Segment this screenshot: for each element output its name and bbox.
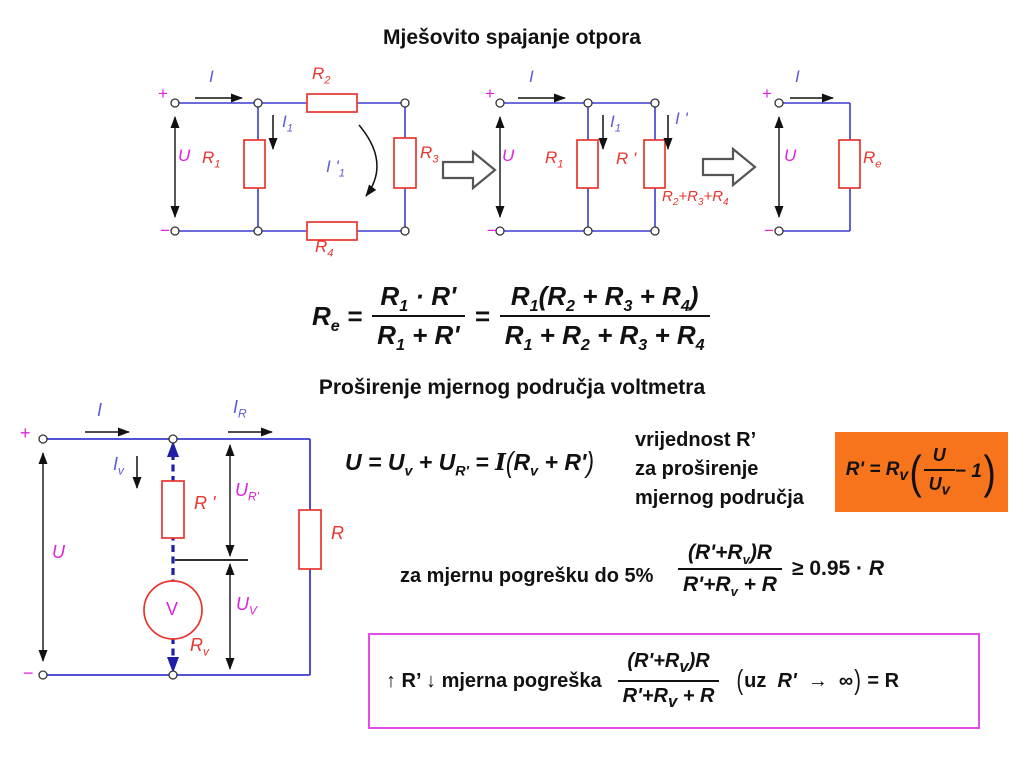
conclusion-label: ↑ R’ ↓ mjerna pogreška bbox=[386, 669, 602, 692]
c1-label-I1: $I_1$ bbox=[282, 112, 293, 135]
c2-label-R-prime: R ' bbox=[616, 149, 637, 168]
c4-label-Rv: $R_v$ bbox=[190, 635, 209, 659]
formula-re-frac2: $\frac{R_1(R_2 + R_3 + R_4)}{R_1 + R_2 + R_3 + R_4}$ bbox=[500, 281, 710, 351]
c2-label-I1: $I_1$ bbox=[610, 112, 621, 135]
circuit1-drawing bbox=[160, 65, 460, 270]
c4-current-I: I bbox=[97, 400, 103, 420]
c1-label-I1-prime: I '$_1$ bbox=[326, 157, 345, 180]
c4-label-IR: $I_R$ bbox=[233, 397, 247, 421]
side-note-line2: za proširenje bbox=[635, 458, 759, 480]
c2-label-sum-R234: $R_2+R_3+R_4$ bbox=[662, 188, 729, 208]
c3-current-I: I bbox=[795, 67, 800, 86]
c1-label-R1: $R_1$ bbox=[202, 148, 221, 171]
error-rule-label: za mjernu pogrešku do 5% bbox=[400, 565, 654, 587]
title-mixed-resistors: Mješovito spajanje otpora bbox=[383, 26, 641, 49]
c2-plus: + bbox=[485, 84, 495, 103]
error-rule-frac: $\frac{(R'+R_v)R}{R'+R_v + R}$ bbox=[678, 541, 782, 597]
conclusion-box bbox=[368, 633, 980, 729]
side-note-R-prime bbox=[635, 426, 804, 513]
formula-R-prime-frac: $\frac{U}{U_v}$ bbox=[924, 445, 955, 499]
c4-label-R: R bbox=[331, 523, 344, 543]
conclusion-frac: $\frac{(R'+R_v)R}{R'+R_v + R}$ bbox=[618, 650, 720, 712]
c1-minus: − bbox=[160, 221, 170, 240]
c4-label-URprime: $U_{R'}$ bbox=[235, 480, 259, 504]
side-note-line3: mjernog područja bbox=[635, 487, 804, 509]
c4-label-R-prime: R ' bbox=[194, 493, 216, 513]
c2-label-I-prime: I ' bbox=[675, 109, 688, 128]
c3-label-Re: $R_e$ bbox=[863, 148, 882, 171]
title-voltmeter-range: Proširenje mjernog područja voltmetra bbox=[318, 376, 706, 399]
c1-label-R4: $R_4$ bbox=[315, 237, 334, 260]
c4-label-UV: $U_V$ bbox=[236, 594, 257, 618]
c1-label-R2: $R_2$ bbox=[312, 64, 331, 87]
formula-voltage-sum bbox=[345, 445, 595, 480]
c3-plus: + bbox=[762, 84, 772, 103]
c1-label-R3: $R_3$ bbox=[420, 143, 439, 166]
error-rule-formula bbox=[678, 541, 885, 600]
c4-label-Iv: $I_v$ bbox=[113, 454, 124, 478]
formula-re-frac1: $\frac{R_1 \cdot R'}{R_1 + R'}$ bbox=[372, 281, 464, 351]
side-note-line1: vrijednost R’ bbox=[635, 429, 757, 451]
conclusion-tail: (uz R' → ∞) = R bbox=[736, 664, 900, 696]
c4-plus: + bbox=[20, 423, 31, 443]
formula-R-prime: $R' = R_v$ ( $\frac{U}{U_v}$ − 1 ) bbox=[845, 445, 996, 499]
error-rule-relation: ≥ 0.95 · R bbox=[791, 557, 885, 580]
c2-minus: − bbox=[487, 221, 497, 240]
c1-plus: + bbox=[158, 84, 168, 103]
c4-voltage-U: U bbox=[52, 542, 65, 562]
formula-voltage-sum-text: $U = U_v + U_{R'} = I(R_v + R')$ bbox=[345, 445, 595, 480]
c2-current-I: I bbox=[529, 67, 534, 86]
c2-voltage-U: U bbox=[502, 146, 515, 165]
c3-voltage-U: U bbox=[784, 146, 797, 165]
formula-equivalent-resistance bbox=[312, 281, 710, 355]
formula-re-eq: = bbox=[474, 300, 490, 331]
formula-R-prime-tail: − 1 bbox=[954, 461, 982, 482]
formula-R-prime-lhs: $R' = R_v$ bbox=[845, 459, 909, 484]
voltmeter-V-label: V bbox=[166, 599, 179, 619]
formula-re-lhs: $R_e$ = bbox=[312, 300, 363, 335]
c2-label-R1: $R_1$ bbox=[545, 148, 564, 171]
c1-current-I: I bbox=[209, 67, 214, 86]
orange-formula-box bbox=[835, 432, 1008, 512]
c3-minus: − bbox=[764, 221, 774, 240]
block-arrow-2 bbox=[701, 146, 757, 188]
circuit4-drawing bbox=[25, 397, 355, 700]
c4-minus: − bbox=[23, 663, 34, 683]
c1-voltage-U: U bbox=[178, 146, 191, 165]
circuit3-drawing bbox=[765, 65, 905, 270]
